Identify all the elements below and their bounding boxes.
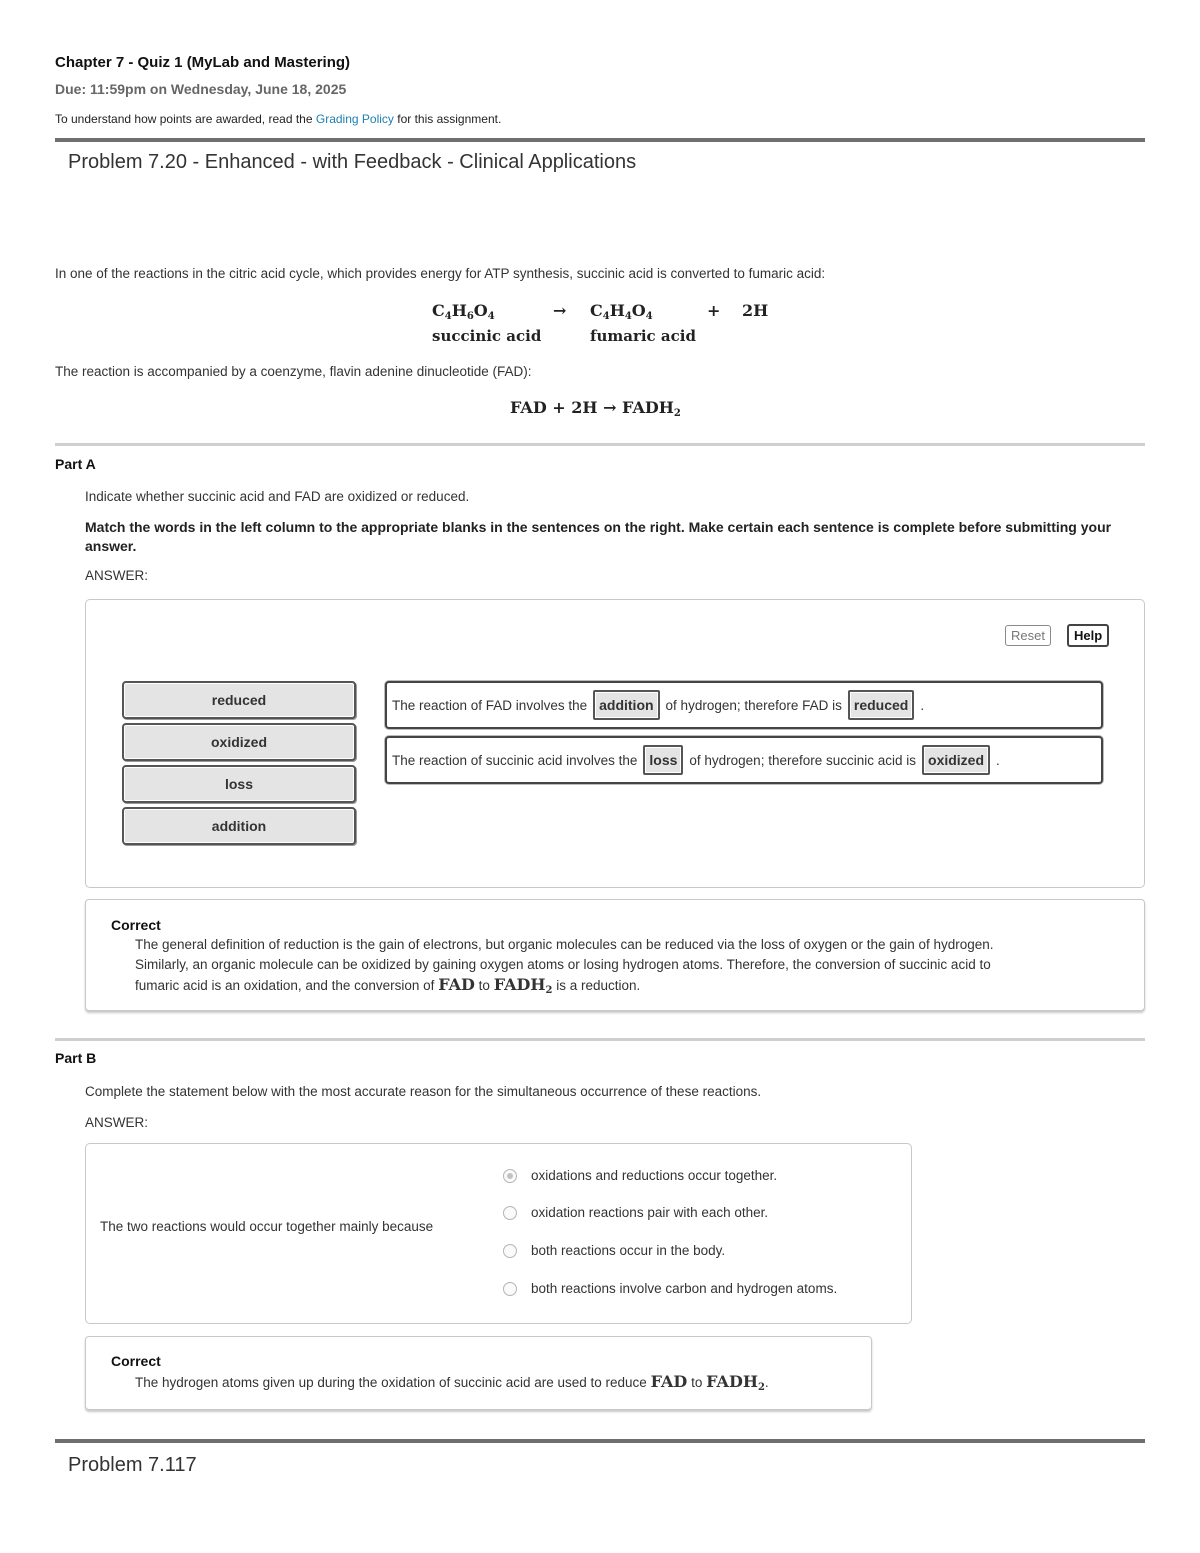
part-b-divider	[55, 1038, 1145, 1041]
part-a-answer-label: ANSWER:	[85, 568, 149, 583]
feedback-line-2: Similarly, an organic molecule can be oxidized by gaining oxygen atoms or losing hydrogen atoms. Therefore, the conversion of succinic acid to	[135, 957, 991, 972]
grading-policy-note	[55, 112, 501, 126]
part-b-feedback-text: The hydrogen atoms given up during the oxidation of succinic acid are used to reduce FAD to $FADH_2$.	[135, 1372, 769, 1393]
sentence-succinic	[385, 736, 1103, 784]
sentence-fad	[385, 681, 1103, 729]
sentence-succinic-end: .	[996, 752, 1000, 768]
part-b-statement: The two reactions would occur together mainly because	[100, 1219, 434, 1234]
blank-succinic-process[interactable]: loss	[643, 745, 683, 775]
part-b-answer-label: ANSWER:	[85, 1115, 149, 1130]
help-button[interactable]: Help	[1067, 624, 1109, 647]
reaction-arrow: →	[553, 301, 567, 320]
blank-fad-process[interactable]: addition	[593, 690, 659, 720]
coenzyme-text: The reaction is accompanied by a coenzyme, flavin adenine dinucleotide (FAD):	[55, 364, 532, 379]
feedback-fadh2: $FADH_2$	[493, 975, 553, 996]
problem-divider	[55, 138, 1145, 142]
next-problem-title: Problem 7.117	[68, 1454, 197, 1476]
word-tile-reduced[interactable]: reduced	[122, 681, 356, 719]
part-a-label: Part A	[55, 456, 96, 472]
option-4-label: both reactions involve carbon and hydrogen atoms.	[531, 1281, 838, 1296]
radio-selected-icon[interactable]	[503, 1169, 517, 1183]
sentence-fad-middle: of hydrogen; therefore FAD is	[665, 697, 842, 713]
radio-icon[interactable]	[503, 1206, 517, 1220]
option-1-label: oxidations and reductions occur together.	[531, 1168, 778, 1183]
next-problem-divider	[55, 1439, 1145, 1443]
product-name: fumaric acid	[590, 327, 696, 345]
part-a-instruction: Match the words in the left column to the appropriate blanks in the sentences on the right. Make certain each sentence is complete before submitting your answer.	[85, 519, 1112, 554]
option-1[interactable]	[503, 1168, 777, 1183]
option-2-label: oxidation reactions pair with each other.	[531, 1205, 769, 1220]
option-3-label: both reactions occur in the body.	[531, 1243, 726, 1258]
feedback-b-fadh2: $FADH_2$	[706, 1372, 765, 1393]
blank-fad-state[interactable]: reduced	[848, 690, 914, 720]
sentence-succinic-middle: of hydrogen; therefore succinic acid is	[689, 752, 917, 768]
part-a-divider	[55, 443, 1145, 446]
reset-button[interactable]: Reset	[1005, 625, 1051, 646]
radio-icon[interactable]	[503, 1244, 517, 1258]
feedback-line-1: The general definition of reduction is the gain of electrons, but organic molecules can be reduced via the loss of oxygen or the gain of hydrogen.	[135, 937, 994, 952]
feedback-b-fad: FAD	[650, 1372, 688, 1391]
assignment-title: Chapter 7 - Quiz 1 (MyLab and Mastering)	[55, 54, 351, 71]
sentence-fad-end: .	[920, 697, 925, 713]
part-a-feedback-text	[135, 935, 994, 1001]
policy-prefix: To understand how points are awarded, read the	[55, 112, 313, 126]
feedback-fad: FAD	[438, 975, 475, 994]
word-tile-loss[interactable]: loss	[122, 765, 356, 803]
radio-icon[interactable]	[503, 1282, 517, 1296]
feedback-line-3: fumaric acid is an oxidation, and the conversion of FAD to $FADH_2$ is a reduction.	[135, 975, 641, 996]
problem-title: Problem 7.20 - Enhanced - with Feedback - Clinical Applications	[68, 151, 637, 173]
blank-succinic-state[interactable]: oxidized	[922, 745, 990, 775]
option-4[interactable]	[503, 1281, 837, 1296]
option-3[interactable]	[503, 1243, 725, 1258]
reactant-formula: $C_4H_6O_4$	[432, 301, 495, 322]
grading-policy-link[interactable]: Grading Policy	[315, 112, 394, 126]
part-a-feedback-title: Correct	[111, 917, 161, 933]
sentence-succinic-prefix: The reaction of succinic acid involves the	[392, 752, 638, 768]
part-b-prompt: Complete the statement below with the most accurate reason for the simultaneous occurrence of these reactions.	[85, 1084, 762, 1099]
reactant-name: succinic acid	[432, 327, 542, 345]
product-formula: $C_4H_4O_4$	[590, 301, 653, 322]
word-tile-oxidized[interactable]: oxidized	[122, 723, 356, 761]
fad-equation: FAD + $2H \to FADH_2$	[510, 398, 681, 419]
part-b-feedback-title: Correct	[111, 1353, 161, 1369]
byproduct-formula: 2H	[742, 301, 769, 320]
problem-intro: In one of the reactions in the citric acid cycle, which provides energy for ATP synthesis, succinic acid is converted to fumaric acid:	[55, 266, 826, 281]
part-b-label: Part B	[55, 1050, 97, 1066]
word-tile-addition[interactable]: addition	[122, 807, 356, 845]
policy-suffix: for this assignment.	[397, 112, 502, 126]
option-2[interactable]	[503, 1205, 768, 1220]
part-a-prompt: Indicate whether succinic acid and FAD are oxidized or reduced.	[85, 489, 470, 504]
due-date: Due: 11:59pm on Wednesday, June 18, 2025	[55, 81, 347, 97]
sentence-fad-prefix: The reaction of FAD involves the	[392, 697, 588, 713]
plus-sign: +	[707, 301, 721, 320]
